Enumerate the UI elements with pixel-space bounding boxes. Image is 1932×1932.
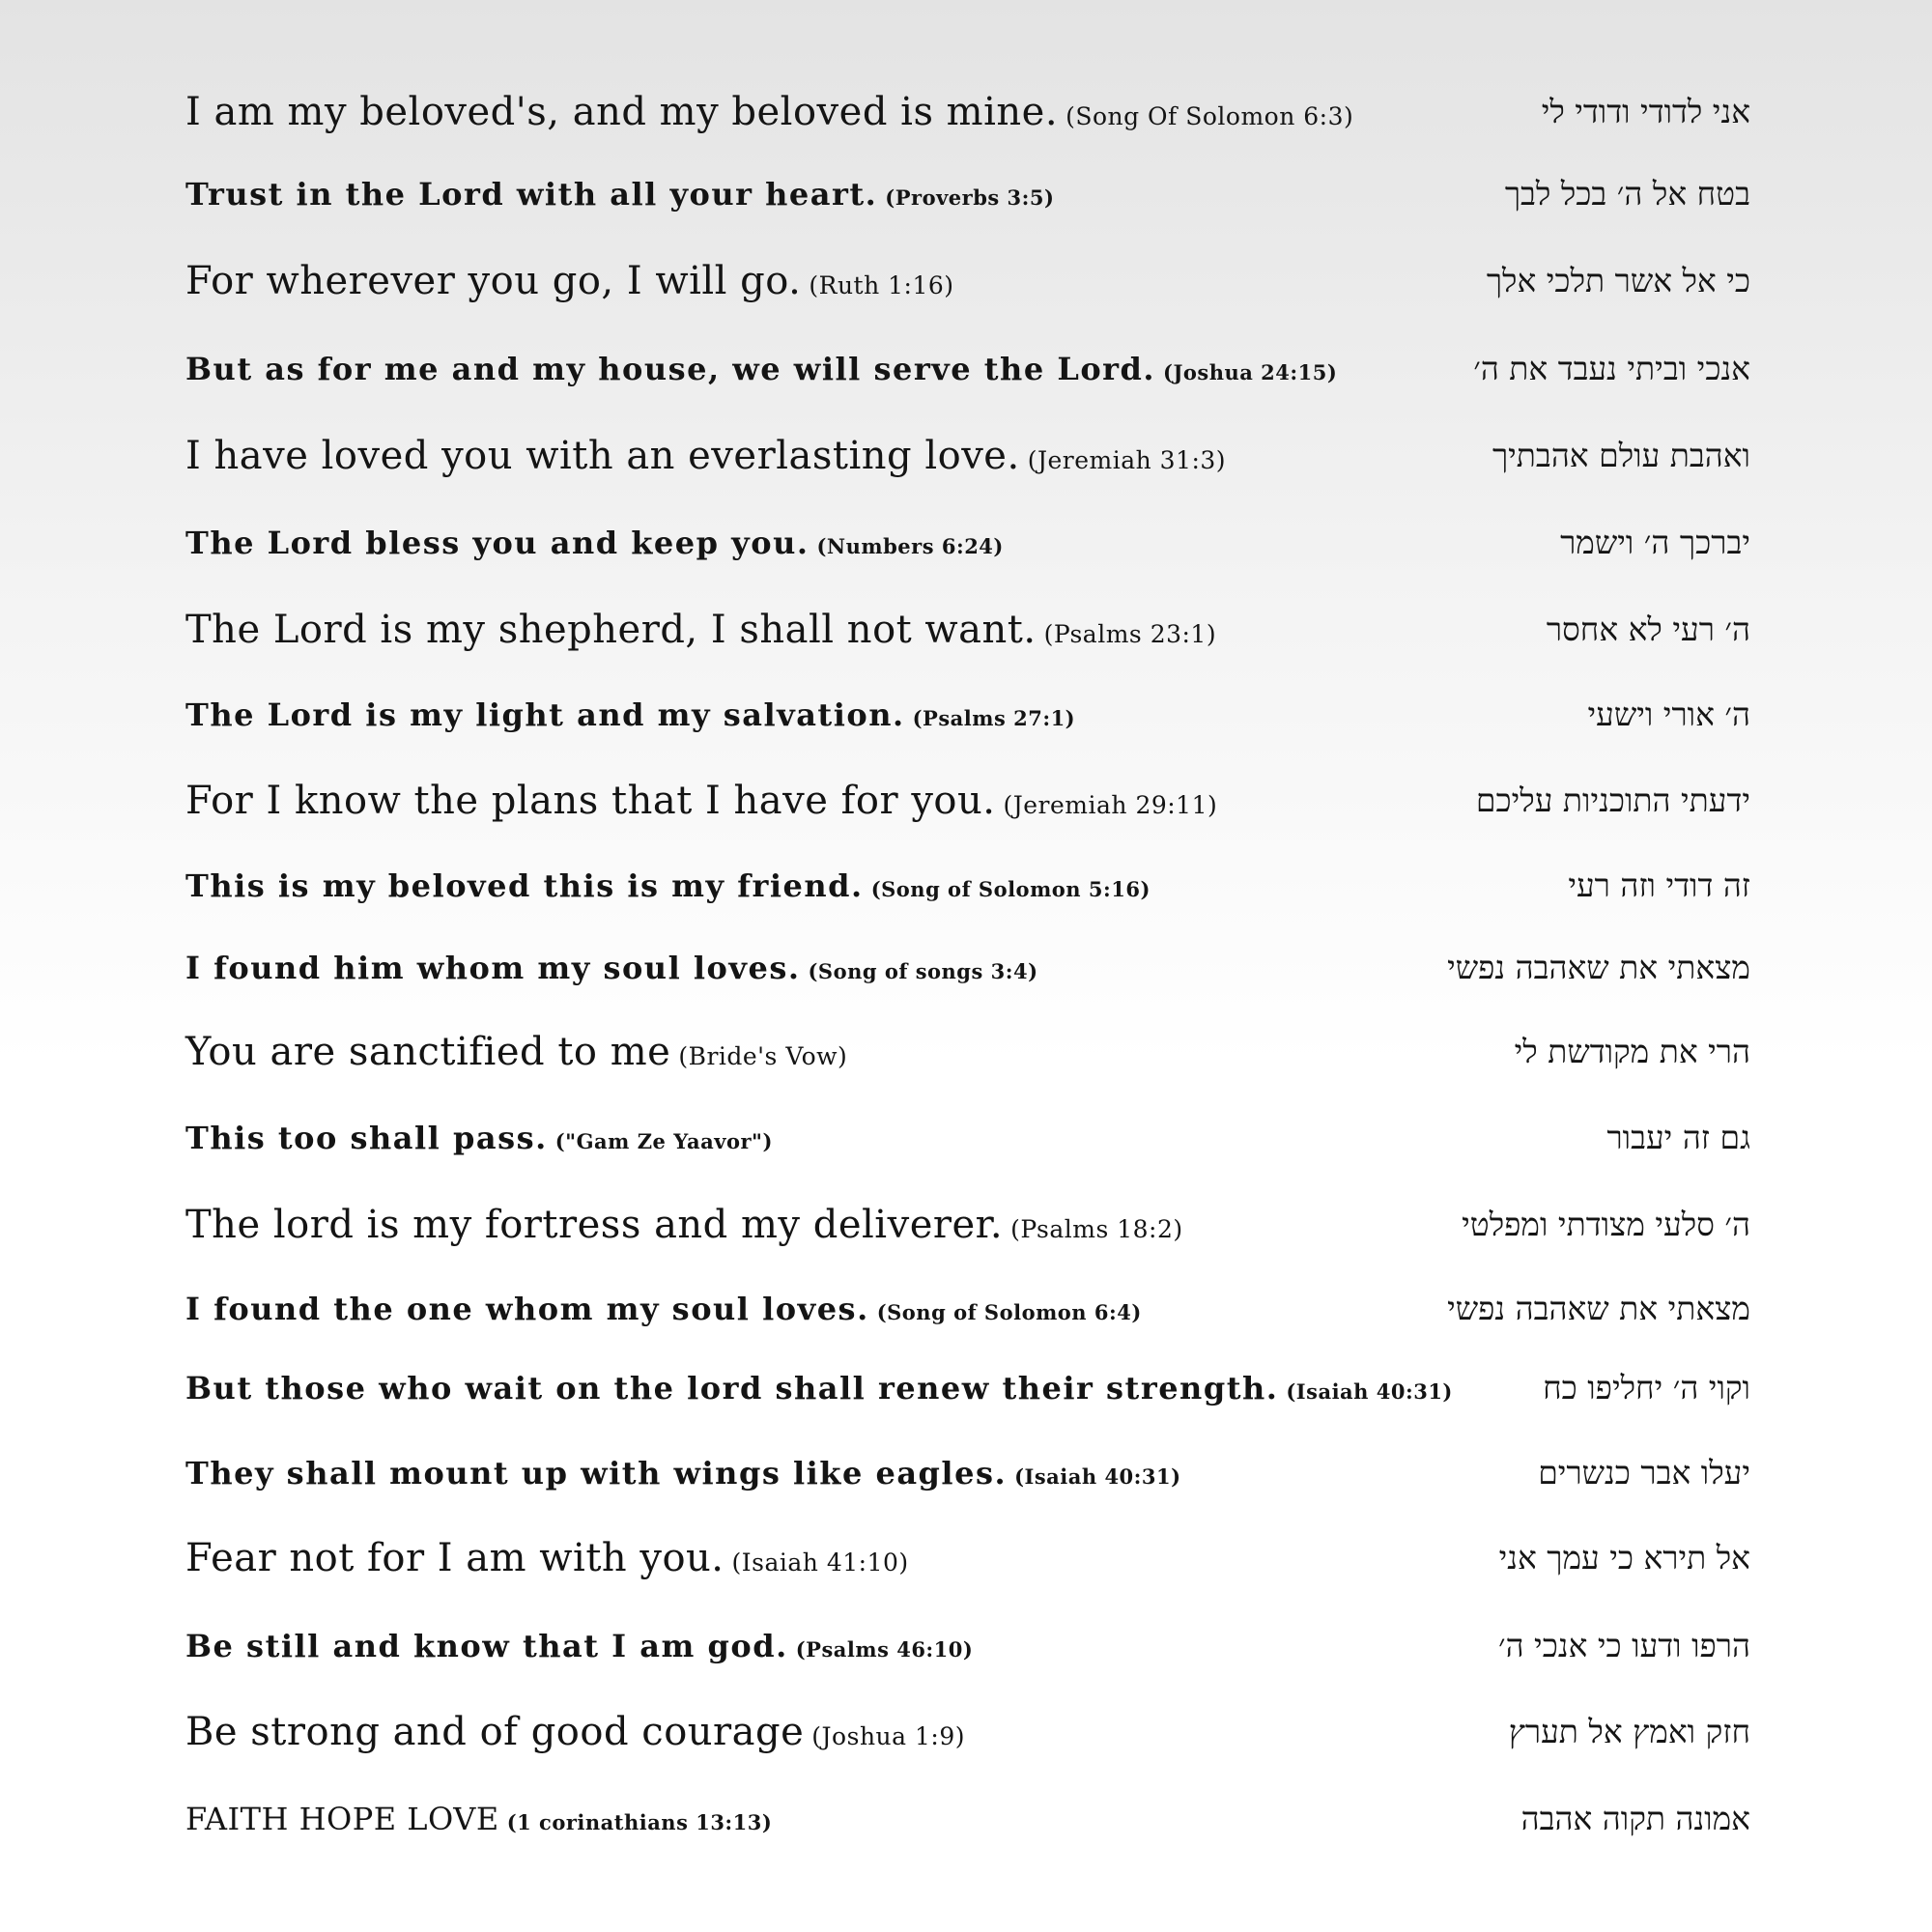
hebrew-verse: אל תירא כי עמך אני <box>1498 1539 1750 1577</box>
english-quote: FAITH HOPE LOVE <box>185 1801 499 1837</box>
verse-row <box>185 939 1750 997</box>
english-verse <box>185 1628 973 1664</box>
hebrew-verse: ידעתי התוכניות עליכם <box>1475 781 1750 819</box>
verse-reference: (Song of songs 3:4) <box>808 959 1038 983</box>
english-verse <box>185 779 1217 823</box>
verse-reference: (Psalms 23:1) <box>1043 620 1217 648</box>
english-verse <box>185 1291 1142 1327</box>
english-quote: Be still and know that I am god. <box>185 1628 788 1664</box>
hebrew-verse: חזק ואמץ אל תערץ <box>1508 1713 1750 1750</box>
english-verse <box>185 696 1075 733</box>
hebrew-verse: אני לדודי ודודי לי <box>1541 93 1750 130</box>
verse-row <box>185 165 1750 223</box>
verse-row <box>185 1023 1750 1081</box>
verse-row <box>185 1359 1750 1417</box>
verse-row <box>185 340 1750 398</box>
english-quote: But those who wait on the lord shall renew their strength. <box>185 1370 1279 1406</box>
english-quote: They shall mount up with wings like eagles. <box>185 1455 1008 1492</box>
english-quote: The Lord is my light and my salvation. <box>185 696 905 733</box>
verse-row <box>185 427 1750 485</box>
hebrew-verse: גם זה יעבור <box>1606 1119 1750 1156</box>
english-quote: I have loved you with an everlasting love. <box>185 434 1020 478</box>
hebrew-verse: בטח אל ה׳ בכל לבך <box>1504 175 1750 213</box>
english-quote: For wherever you go, I will go. <box>185 259 802 303</box>
english-verse <box>185 259 954 303</box>
english-quote: Fear not for I am with you. <box>185 1536 724 1580</box>
english-quote: For I know the plans that I have for you. <box>185 779 996 823</box>
english-quote: The Lord bless you and keep you. <box>185 525 810 561</box>
verse-reference: (Joshua 24:15) <box>1163 360 1338 384</box>
hebrew-verse: ה׳ אורי וישעי <box>1587 696 1750 733</box>
english-verse <box>185 1370 1453 1406</box>
verse-row <box>185 1790 1750 1848</box>
english-quote: Be strong and of good courage <box>185 1710 805 1754</box>
english-quote: The lord is my fortress and my deliverer. <box>185 1203 1004 1247</box>
english-quote: But as for me and my house, we will serve the Lord. <box>185 351 1156 387</box>
english-verse <box>185 1536 909 1580</box>
hebrew-verse: הרי את מקודשת לי <box>1514 1033 1750 1070</box>
hebrew-verse: אמונה תקוה אהבה <box>1520 1800 1750 1837</box>
verse-row <box>185 1444 1750 1502</box>
verse-row <box>185 772 1750 830</box>
hebrew-verse: הרפו ודעו כי אנכי ה׳ <box>1497 1627 1750 1664</box>
english-verse <box>185 1203 1183 1247</box>
verse-row <box>185 1280 1750 1338</box>
english-verse <box>185 1030 847 1074</box>
verse-reference: (Joshua 1:9) <box>811 1722 965 1750</box>
english-verse <box>185 176 1054 213</box>
english-verse <box>185 1455 1181 1492</box>
english-quote: You are sanctified to me <box>185 1030 671 1074</box>
english-verse <box>185 867 1151 904</box>
verse-reference: (Numbers 6:24) <box>816 534 1004 558</box>
verse-reference: ("Gam Ze Yaavor") <box>554 1129 773 1153</box>
english-verse <box>185 525 1004 561</box>
hebrew-verse: יברכך ה׳ וישמר <box>1560 524 1750 561</box>
verse-reference: (Psalms 27:1) <box>912 706 1076 730</box>
english-quote: I found him whom my soul loves. <box>185 950 801 986</box>
verse-reference: (Isaiah 40:31) <box>1014 1464 1181 1489</box>
english-verse <box>185 1120 773 1156</box>
verse-reference: (Psalms 46:10) <box>795 1637 974 1662</box>
hebrew-verse: זה דודי וזה רעי <box>1568 867 1750 904</box>
english-quote: The Lord is my shepherd, I shall not want. <box>185 608 1037 652</box>
verse-reference: (Jeremiah 29:11) <box>1003 791 1218 819</box>
verse-row <box>185 514 1750 572</box>
hebrew-verse: מצאתי את שאהבה נפשי <box>1447 1290 1750 1327</box>
verse-reference: (Song of Solomon 6:4) <box>876 1300 1142 1324</box>
verse-row <box>185 83 1750 141</box>
verse-reference: (Ruth 1:16) <box>809 271 954 299</box>
english-quote: I am my beloved's, and my beloved is mine. <box>185 90 1059 134</box>
hebrew-verse: אנכי וביתי נעבד את ה׳ <box>1473 350 1750 387</box>
verse-reference: (Isaiah 40:31) <box>1286 1379 1453 1404</box>
english-verse <box>185 434 1226 478</box>
english-quote: This is my beloved this is my friend. <box>185 867 864 904</box>
verse-reference: (Proverbs 3:5) <box>885 185 1055 210</box>
verse-reference: (Song Of Solomon 6:3) <box>1065 102 1354 130</box>
verse-reference: (Bride's Vow) <box>678 1042 848 1070</box>
hebrew-verse: ואהבת עולם אהבתיך <box>1492 437 1750 474</box>
verse-row <box>185 1196 1750 1254</box>
verse-row <box>185 686 1750 744</box>
verse-row <box>185 857 1750 915</box>
english-verse <box>185 1710 965 1754</box>
hebrew-verse: ה׳ סלעי מצודתי ומפלטי <box>1462 1206 1750 1243</box>
verse-row <box>185 601 1750 659</box>
english-quote: Trust in the Lord with all your heart. <box>185 176 878 213</box>
english-quote: I found the one whom my soul loves. <box>185 1291 869 1327</box>
verse-reference: (1 corinathians 13:13) <box>506 1810 773 1834</box>
verse-row <box>185 1617 1750 1675</box>
verse-row <box>185 252 1750 310</box>
verse-row <box>185 1703 1750 1761</box>
english-verse <box>185 608 1216 652</box>
english-verse <box>185 351 1337 387</box>
hebrew-verse: מצאתי את שאהבה נפשי <box>1447 949 1750 986</box>
verse-row <box>185 1529 1750 1587</box>
verse-row <box>185 1109 1750 1167</box>
hebrew-verse: וקוי ה׳ יחליפו כח <box>1543 1369 1750 1406</box>
hebrew-verse: יעלו אבר כנשרים <box>1538 1454 1750 1492</box>
english-quote: This too shall pass. <box>185 1120 548 1156</box>
hebrew-verse: כי אל אשר תלכי אלך <box>1486 262 1750 299</box>
english-verse <box>185 90 1353 134</box>
english-verse <box>185 1801 772 1837</box>
verse-reference: (Isaiah 41:10) <box>731 1548 909 1577</box>
verse-reference: (Psalms 18:2) <box>1010 1215 1183 1243</box>
hebrew-verse: ה׳ רעי לא אחסר <box>1546 611 1750 648</box>
verse-reference: (Song of Solomon 5:16) <box>870 877 1151 901</box>
verse-reference: (Jeremiah 31:3) <box>1027 446 1227 474</box>
english-verse <box>185 950 1038 986</box>
